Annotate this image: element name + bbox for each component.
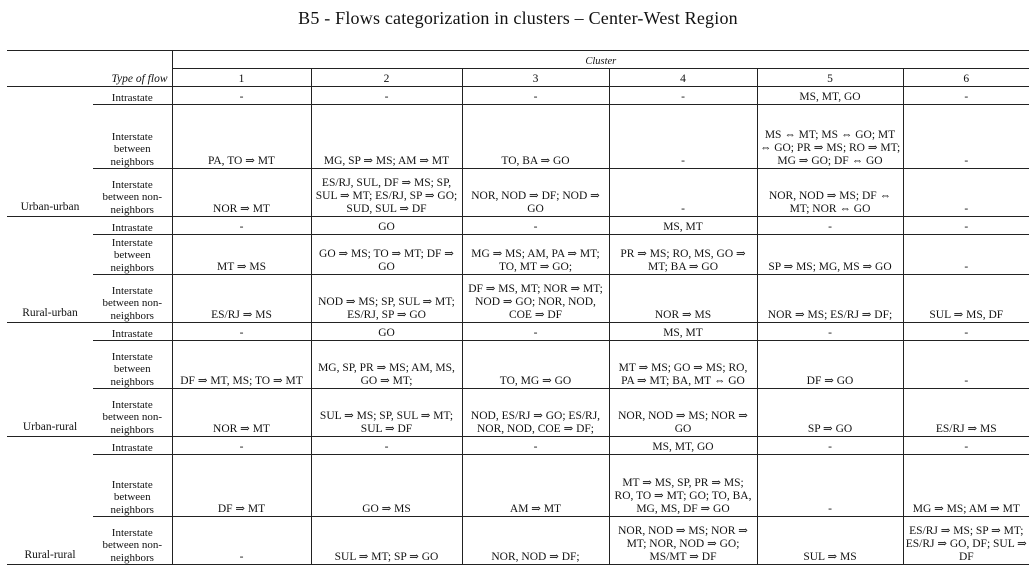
flow-group-name: Urban-rural (7, 323, 93, 437)
cluster-cell: - (172, 217, 311, 235)
flow-type-label: Intrastate (93, 437, 172, 455)
cluster-cell: ES/RJ ⇒ MS; SP ⇒ MT; ES/RJ ⇒ GO, DF; SUL ⇒ DF (903, 517, 1029, 565)
flow-type-label: Interstate between non-neighbors (93, 517, 172, 565)
cluster-cell: SP ⇒ MS; MG, MS ⇒ GO (757, 235, 903, 275)
cluster-cell: DF ⇒ MT (172, 455, 311, 517)
cluster-column-header: 1 (172, 69, 311, 87)
flows-table (7, 50, 1029, 565)
cluster-column-header: 5 (757, 69, 903, 87)
flow-type-label: Intrastate (93, 323, 172, 341)
cluster-column-header: 2 (311, 69, 462, 87)
cluster-column-header: 3 (462, 69, 609, 87)
cluster-header: Cluster (172, 51, 1029, 69)
cluster-cell: - (609, 87, 757, 105)
cluster-cell: MG ⇒ MS; AM ⇒ MT (903, 455, 1029, 517)
flow-group-name: Urban-urban (7, 87, 93, 217)
cluster-cell: - (462, 437, 609, 455)
cluster-cell: ES/RJ ⇒ MS (903, 389, 1029, 437)
table-row (7, 389, 1029, 437)
page-title: B5 - Flows categorization in clusters – Center-West Region (298, 8, 738, 28)
cluster-cell: MG, SP, PR ⇒ MS; AM, MS, GO ⇒ MT; (311, 341, 462, 389)
cluster-cell: SUL ⇒ MS (757, 517, 903, 565)
table-row (7, 235, 1029, 275)
cluster-cell: - (462, 323, 609, 341)
table-row (7, 323, 1029, 341)
cluster-cell: - (903, 87, 1029, 105)
cluster-cell: MS, MT, GO (609, 437, 757, 455)
cluster-cell: NOR ⇒ MS; ES/RJ ⇒ DF; (757, 275, 903, 323)
cluster-cell: DF ⇒ MS, MT; NOR ⇒ MT; NOD ⇒ GO; NOR, NOD, COE ⇒ DF (462, 275, 609, 323)
cluster-column-header: 4 (609, 69, 757, 87)
cluster-cell: - (903, 235, 1029, 275)
cluster-cell: NOR ⇒ MT (172, 169, 311, 217)
cluster-cell: - (757, 323, 903, 341)
cluster-cell: NOR, NOD ⇒ DF; (462, 517, 609, 565)
type-of-flow-header: Type of flow (7, 69, 172, 87)
cluster-cell: DF ⇒ GO (757, 341, 903, 389)
cluster-cell: NOR, NOD ⇒ MS; NOR ⇒ GO (609, 389, 757, 437)
cluster-cell: - (172, 517, 311, 565)
cluster-cell: NOR, NOD ⇒ MS; DF ⇔ MT; NOR ⇔ GO (757, 169, 903, 217)
flow-type-label: Interstate between non-neighbors (93, 389, 172, 437)
cluster-cell: AM ⇒ MT (462, 455, 609, 517)
cluster-cell: TO, MG ⇒ GO (462, 341, 609, 389)
cluster-cell: PR ⇒ MS; RO, MS, GO ⇒ MT; BA ⇒ GO (609, 235, 757, 275)
cluster-cell: MS, MT (609, 323, 757, 341)
cluster-cell: - (903, 437, 1029, 455)
cluster-cell: MG ⇒ MS; AM, PA ⇒ MT; TO, MT ⇒ GO; (462, 235, 609, 275)
cluster-cell: NOD, ES/RJ ⇒ GO; ES/RJ, NOR, NOD, COE ⇒ DF; (462, 389, 609, 437)
cluster-cell: ES/RJ, SUL, DF ⇒ MS; SP, SUL ⇒ MT; ES/RJ, SP ⇒ GO; SUD, SUL ⇒ DF (311, 169, 462, 217)
cluster-cell: - (311, 87, 462, 105)
cluster-cell: GO (311, 217, 462, 235)
cluster-cell: - (903, 341, 1029, 389)
cluster-cell: NOR ⇒ MS (609, 275, 757, 323)
cluster-cell: - (903, 169, 1029, 217)
cluster-cell: MG, SP ⇒ MS; AM ⇒ MT (311, 105, 462, 169)
cluster-cell: MS ⇔ MT; MS ⇔ GO; MT ⇔ GO; PR ⇒ MS; RO ⇒ MT; MG ⇒ GO; DF ⇔ GO (757, 105, 903, 169)
cluster-cell: NOR, NOD ⇒ MS; NOR ⇒ MT; NOR, NOD ⇒ GO; MS/MT ⇒ DF (609, 517, 757, 565)
cluster-cell: - (311, 437, 462, 455)
table-row (7, 217, 1029, 235)
table-row (7, 275, 1029, 323)
cluster-cell: - (757, 217, 903, 235)
cluster-cell: - (462, 217, 609, 235)
cluster-cell: - (462, 87, 609, 105)
cluster-cell: MS, MT (609, 217, 757, 235)
cluster-cell: MT ⇒ MS; GO ⇒ MS; RO, PA ⇒ MT; BA, MT ⇔ GO (609, 341, 757, 389)
table-row (7, 341, 1029, 389)
cluster-cell: MT ⇒ MS, SP, PR ⇒ MS; RO, TO ⇒ MT; GO; TO, BA, MG, MS, DF ⇒ GO (609, 455, 757, 517)
cluster-cell: - (903, 105, 1029, 169)
cluster-cell: NOR, NOD ⇒ DF; NOD ⇒ GO (462, 169, 609, 217)
flow-group-name: Rural-rural (7, 437, 93, 565)
cluster-cell: NOD ⇒ MS; SP, SUL ⇒ MT; ES/RJ, SP ⇒ GO (311, 275, 462, 323)
table-row (7, 455, 1029, 517)
cluster-cell: SUL ⇒ MS; SP, SUL ⇒ MT; SUL ⇒ DF (311, 389, 462, 437)
cluster-cell: GO ⇒ MS (311, 455, 462, 517)
flow-type-label: Interstate between neighbors (93, 105, 172, 169)
cluster-cell: - (757, 455, 903, 517)
cluster-cell: DF ⇒ MT, MS; TO ⇒ MT (172, 341, 311, 389)
cluster-cell: - (172, 437, 311, 455)
cluster-column-header: 6 (903, 69, 1029, 87)
cluster-cell: MS, MT, GO (757, 87, 903, 105)
flow-type-label: Intrastate (93, 217, 172, 235)
flow-type-label: Interstate between neighbors (93, 455, 172, 517)
cluster-cell: - (903, 217, 1029, 235)
cluster-cell: - (609, 105, 757, 169)
cluster-cell: GO ⇒ MS; TO ⇒ MT; DF ⇒ GO (311, 235, 462, 275)
cluster-cell: - (757, 437, 903, 455)
table-row (7, 87, 1029, 105)
cluster-cell: ES/RJ ⇒ MS (172, 275, 311, 323)
flow-type-label: Interstate between non-neighbors (93, 275, 172, 323)
flow-type-label: Interstate between neighbors (93, 235, 172, 275)
cluster-cell: SUL ⇒ MT; SP ⇒ GO (311, 517, 462, 565)
flow-type-label: Interstate between neighbors (93, 341, 172, 389)
cluster-cell: - (903, 323, 1029, 341)
cluster-cell: NOR ⇒ MT (172, 389, 311, 437)
cluster-cell: - (172, 323, 311, 341)
cluster-cell: - (609, 169, 757, 217)
flow-type-label: Interstate between non-neighbors (93, 169, 172, 217)
flow-type-label: Intrastate (93, 87, 172, 105)
table-row (7, 437, 1029, 455)
cluster-cell: TO, BA ⇒ GO (462, 105, 609, 169)
cluster-cell: PA, TO ⇒ MT (172, 105, 311, 169)
cluster-cell: SP ⇒ GO (757, 389, 903, 437)
table-row (7, 169, 1029, 217)
flow-group-name: Rural-urban (7, 217, 93, 323)
cluster-cell: SUL ⇒ MS, DF (903, 275, 1029, 323)
cluster-cell: - (172, 87, 311, 105)
cluster-cell: GO (311, 323, 462, 341)
table-row (7, 517, 1029, 565)
table-row (7, 105, 1029, 169)
cluster-cell: MT ⇒ MS (172, 235, 311, 275)
